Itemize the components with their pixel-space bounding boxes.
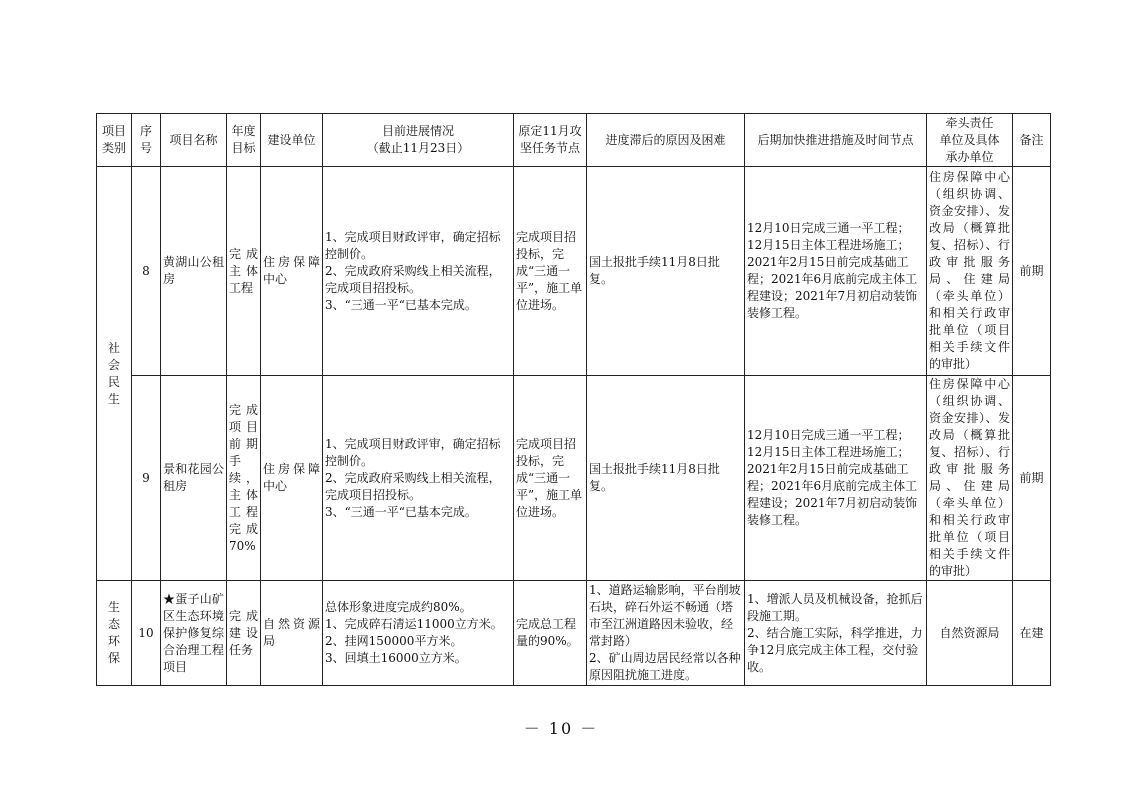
header-project-name: 项目名称 [161,114,227,167]
note: 前期 [1013,167,1051,376]
construction-unit: 住房保障中心 [261,167,323,376]
progress-status: 1、完成项目财政评审，确定招标控制价。 2、完成政府采购线上相关流程，完成项目招投标。 3、“三通一平“已基本完成。 [323,167,514,376]
row-number: 9 [132,376,161,581]
row-number: 8 [132,167,161,376]
task-node: 完成项目招投标，完成“三通一平”，施工单位进场。 [514,376,587,581]
annual-goal: 完成项目前期手续，主体工程完成70% [227,376,261,581]
annual-goal: 完成建设任务 [227,581,261,686]
project-name: 景和花园公租房 [161,376,227,581]
delay-reason: 国土报批手续11月8日批复。 [587,376,745,581]
header-number: 序 号 [132,114,161,167]
construction-unit: 住房保障中心 [261,376,323,581]
header-progress: 目前进展情况 （截止11月23日） [323,114,514,167]
lead-unit: 自然资源局 [927,581,1013,686]
progress-status: 总体形象进度完成约80%。 1、完成碎石清运11000立方米。 2、挂网150000平方米。 3、回填土16000立方米。 [323,581,514,686]
progress-table [96,113,1051,686]
header-delay-reason: 进度滞后的原因及困难 [587,114,745,167]
category-cell: 生 态 环 保 [97,581,132,686]
header-category: 项目 类别 [97,114,132,167]
table-row [97,581,1051,686]
header-measures: 后期加快推进措施及时间节点 [745,114,927,167]
delay-reason: 1、道路运输影响，平台削坡石块，碎石外运不畅通（塔市至江洲道路因未验收，经常封路） 2、矿山周边居民经常以各种原因阻扰施工进度。 [587,581,745,686]
header-annual-goal: 年度 目标 [227,114,261,167]
note: 前期 [1013,376,1051,581]
project-name: ★蛋子山矿区生态环境保护修复综合治理工程项目 [161,581,227,686]
task-node: 完成总工程量的90%。 [514,581,587,686]
table-row [97,167,1051,376]
table-row [97,376,1051,581]
follow-up-measures: 1、增派人员及机械设备，抢抓后段施工期。 2、结合施工实际，科学推进，力争12月底完成主体工程，交付验收。 [745,581,927,686]
header-task-node: 原定11月攻 坚任务节点 [514,114,587,167]
task-node: 完成项目招投标，完成“三通一平”，施工单位进场。 [514,167,587,376]
project-name: 黄湖山公租房 [161,167,227,376]
follow-up-measures: 12月10日完成三通一平工程；12月15日主体工程进场施工；2021年2月15日前完成基础工程；2021年6月底前完成主体工程建设；2021年7月初启动装饰装修工程。 [745,167,927,376]
header-lead-unit: 牵头责任 单位及具体 承办单位 [927,114,1013,167]
page-number: － 10 － [523,719,599,738]
header-note: 备注 [1013,114,1051,167]
row-number: 10 [132,581,161,686]
note: 在建 [1013,581,1051,686]
annual-goal: 完成主体工程 [227,167,261,376]
lead-unit: 住房保障中心（组织协调、资金安排）、发改局（概算批复、招标）、行政审批服务局、住建局（牵头单位）和相关行政审批单位（项目相关手续文件的审批） [927,376,1013,581]
category-cell: 社 会 民 生 [97,167,132,581]
header-row [97,114,1051,167]
delay-reason: 国土报批手续11月8日批复。 [587,167,745,376]
construction-unit: 自然资源局 [261,581,323,686]
follow-up-measures: 12月10日完成三通一平工程；12月15日主体工程进场施工；2021年2月15日前完成基础工程；2021年6月底前完成主体工程建设；2021年7月初启动装饰装修工程。 [745,376,927,581]
lead-unit: 住房保障中心（组织协调、资金安排）、发改局（概算批复、招标）、行政审批服务局、住建局（牵头单位）和相关行政审批单位（项目相关手续文件的审批） [927,167,1013,376]
header-construction-unit: 建设单位 [261,114,323,167]
progress-status: 1、完成项目财政评审，确定招标控制价。 2、完成政府采购线上相关流程，完成项目招投标。 3、“三通一平“已基本完成。 [323,376,514,581]
